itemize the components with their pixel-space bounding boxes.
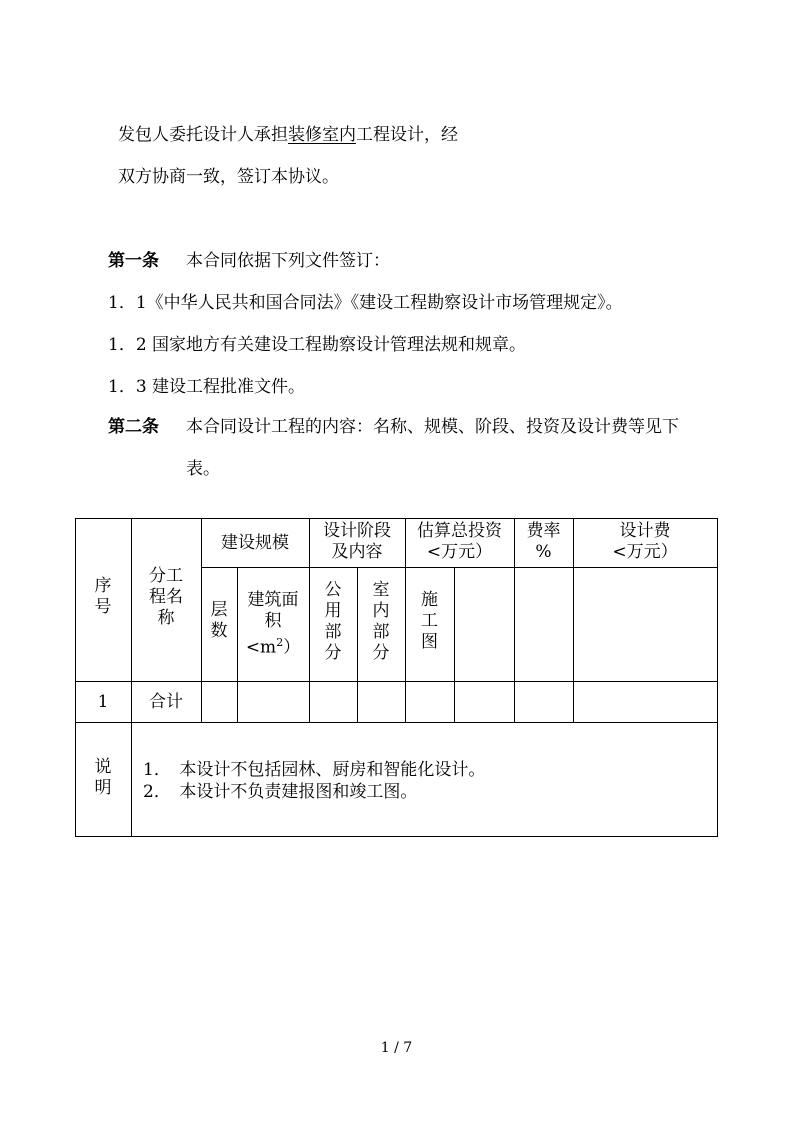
article-1-label: 第一条 <box>108 251 159 271</box>
header-design-phase: 设计阶段 及内容 <box>323 521 391 562</box>
total-row-label: 合计 <box>149 692 183 712</box>
article-1-item-2: 1．2 国家地方有关建设工程勘察设计管理法规和规章。 <box>108 335 527 355</box>
header-design-fee: 设计费 <万元） <box>612 521 678 562</box>
article-2-text-cont: 表。 <box>186 459 220 479</box>
intro-line1-prefix: 发包人委托设计人承担 <box>118 125 288 145</box>
header-building-area: 建筑面 积 $<m^2$） <box>245 590 301 658</box>
notes-label: 说 明 <box>94 757 112 798</box>
project-name-underlined: 装修室内 <box>288 125 356 145</box>
header-estimated-investment: 估算总投资 <万元） <box>417 521 502 562</box>
page-number: 1 / 7 <box>380 1040 413 1056</box>
intro-line1-suffix: 工程设计，经 <box>356 125 458 145</box>
header-public-part: 公 用 部 分 <box>324 580 342 663</box>
article-2-label: 第二条 <box>108 417 159 437</box>
header-floors: 层 数 <box>210 600 228 641</box>
article-1-item-1: 1．1《中华人民共和国合同法》《建设工程勘察设计市场管理规定》。 <box>108 293 623 313</box>
header-construction-scale: 建设规模 <box>221 533 289 553</box>
header-subproject-name: 分工 程名 称 <box>149 566 183 628</box>
header-indoor-part: 室 内 部 分 <box>372 580 390 663</box>
total-row-seq: 1 <box>97 692 109 712</box>
article-1-item-3: 1．3 建设工程批准文件。 <box>108 377 306 397</box>
header-seq: 序 号 <box>94 576 112 617</box>
article-1-text: 本合同依据下列文件签订： <box>186 251 390 271</box>
header-fee-rate: 费率 % <box>526 521 561 562</box>
article-2-text: 本合同设计工程的内容：名称、规模、阶段、投资及设计费等见下 <box>186 417 679 437</box>
notes-item-1: 1． 本设计不包括园林、厨房和智能化设计。 <box>143 760 486 780</box>
notes-item-2: 2． 本设计不负责建报图和竣工图。 <box>143 782 418 802</box>
header-construction-drawing: 施 工 图 <box>421 590 438 652</box>
intro-line-2: 双方协商一致，签订本协议。 <box>118 167 339 187</box>
